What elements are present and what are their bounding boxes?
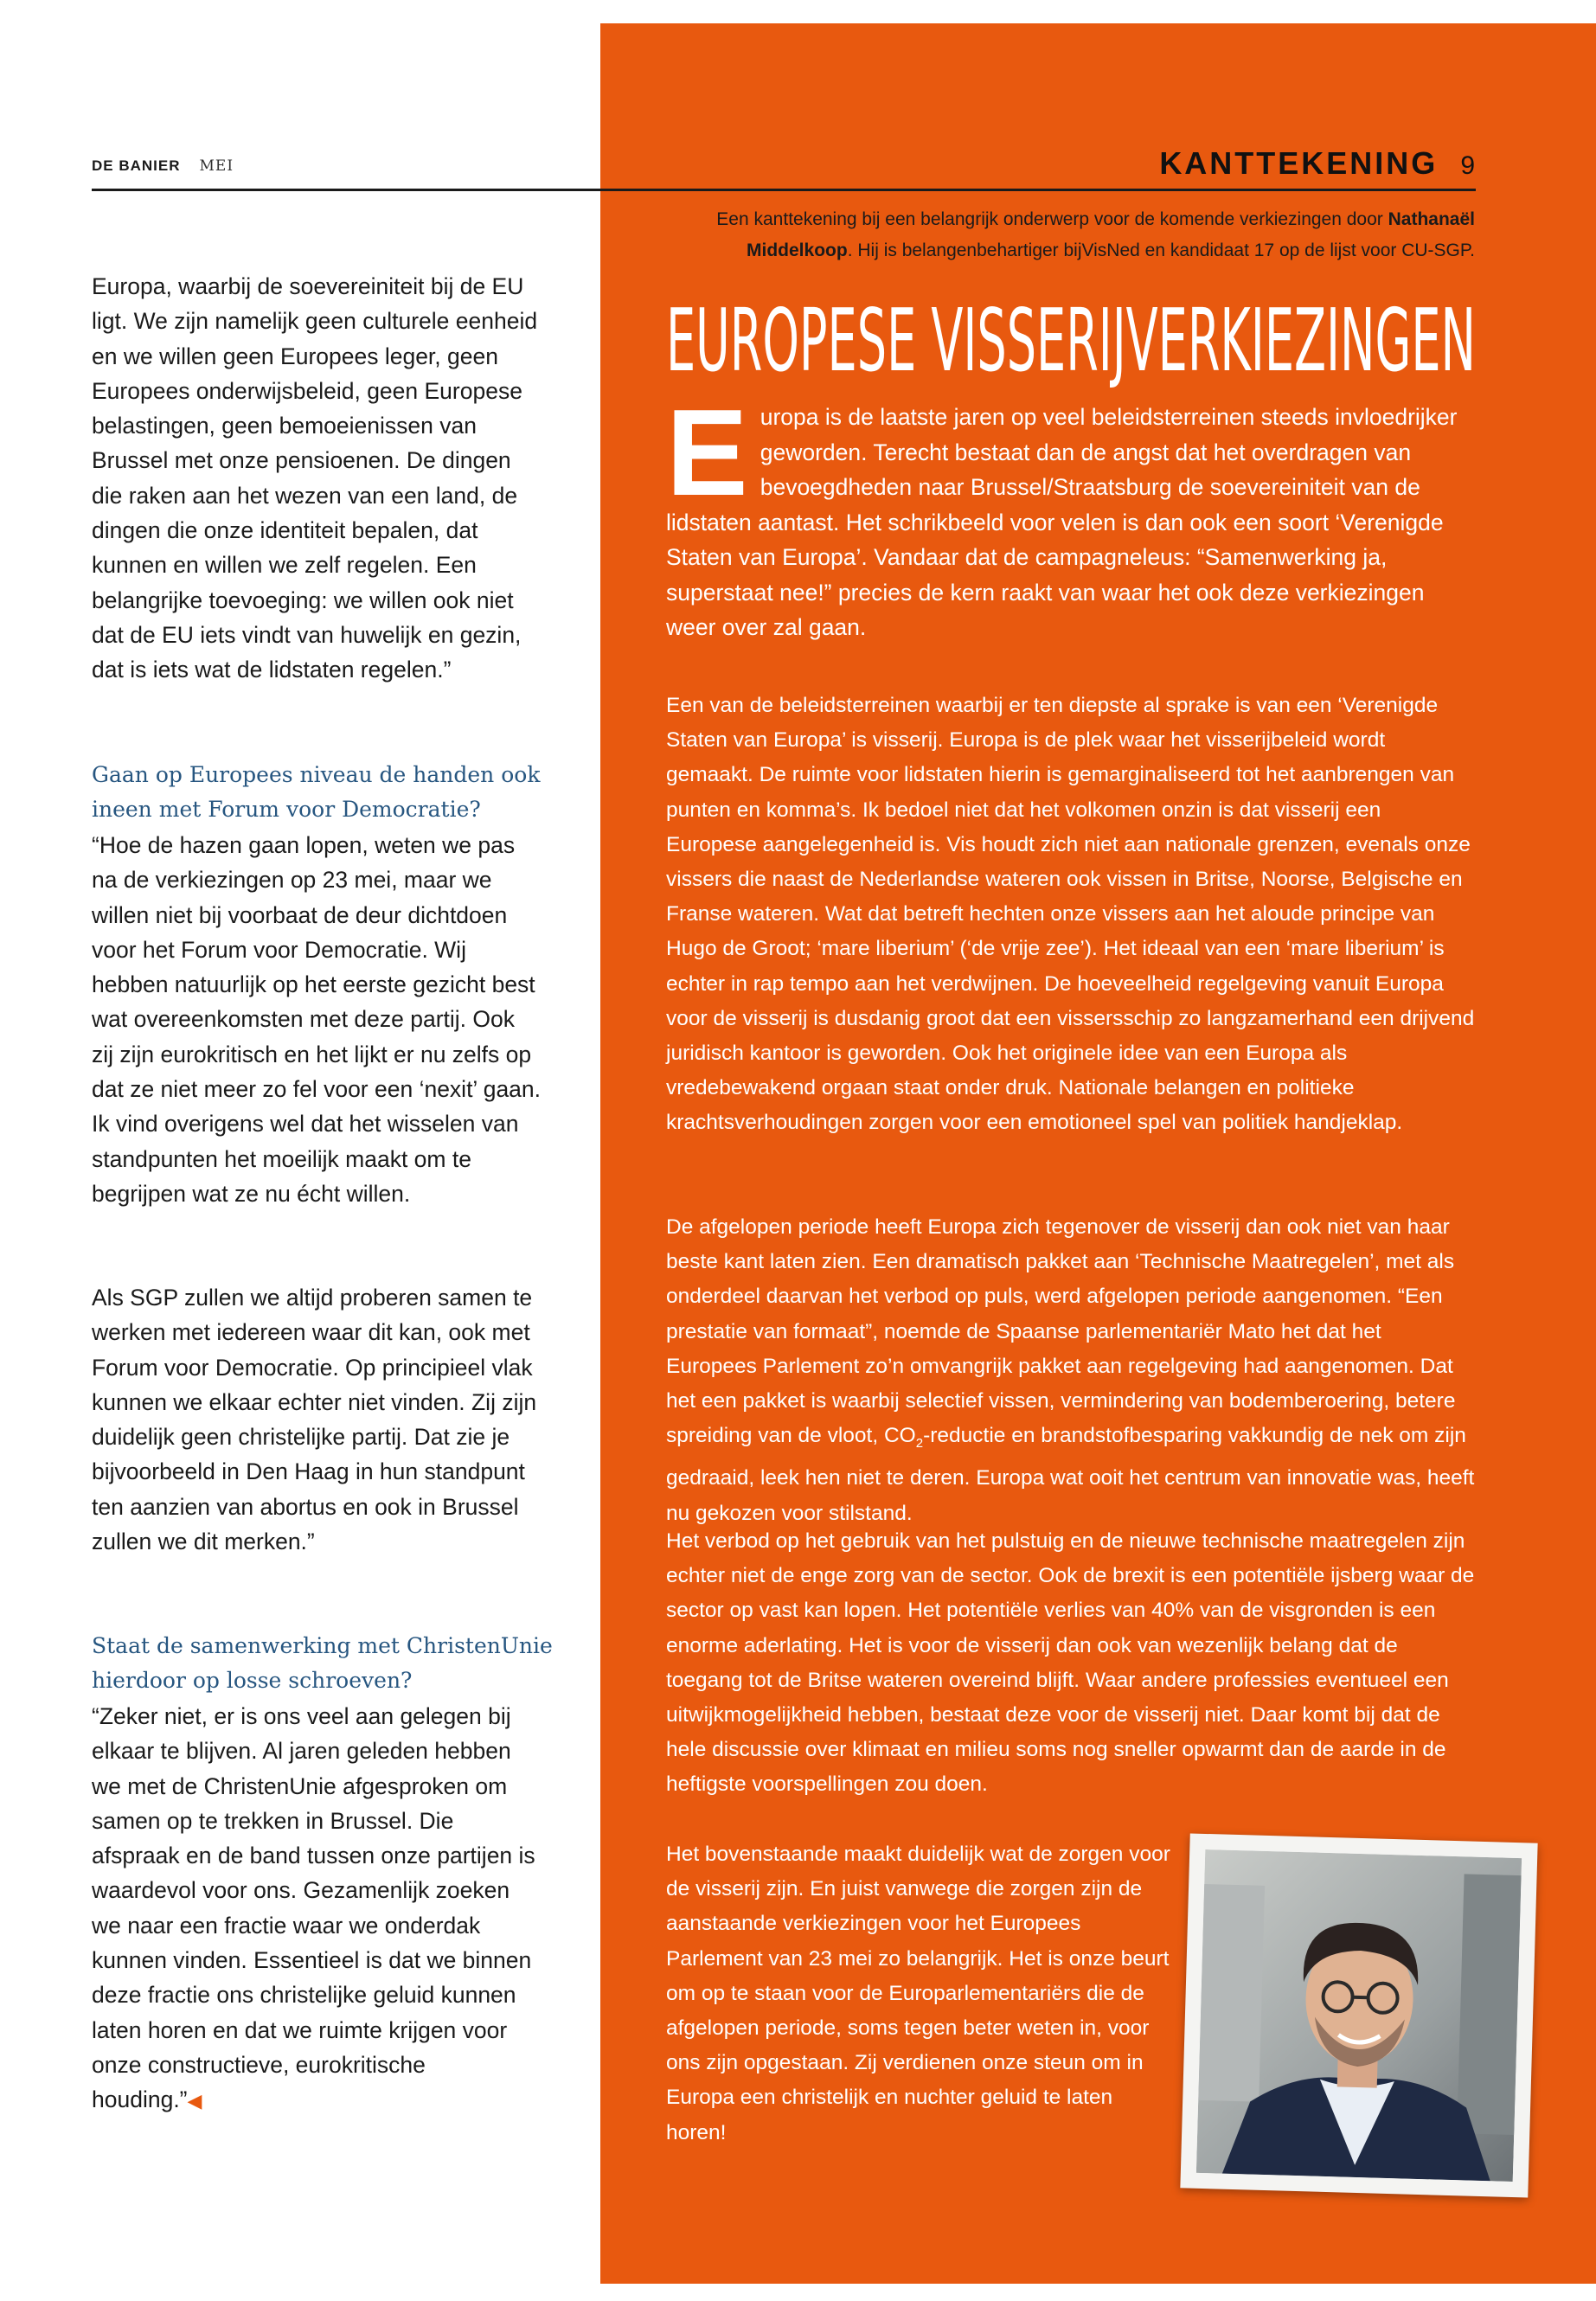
header-rule (92, 189, 1476, 191)
author-first-name: Nathanaël (1388, 209, 1475, 229)
answer-2 (92, 1699, 542, 2119)
publication-name: DE BANIER (92, 157, 181, 174)
section-title: KANTTEKENING (1159, 145, 1439, 181)
author-last-name: Middelkoop (747, 240, 848, 260)
intro-text-2: . Hij is belangenbehartiger bijVisNed en kandidaat 17 op de lijst voor CU-SGP. (847, 240, 1475, 260)
page-number: 9 (1460, 151, 1475, 180)
headline (666, 277, 1476, 389)
lead-paragraph (666, 384, 1476, 645)
body-paragraph-2 (666, 1210, 1476, 1531)
question-1: Gaan op Europees niveau de handen ook ineen met Forum voor Democratie? (92, 762, 541, 823)
body-paragraph-4: Het bovenstaande maakt duidelijk wat de zorgen voor de visserij zijn. En juist vanwege die zorgen zijn de aanstaande verkiezingen voor het Europees Parlement van 23 mei zo belangrijk. Het is onze beurt om op te staan voor de Europarlementariërs die de afgelopen periode, soms tegen beter weten in, voor ons zijn opgestaan. Zij verdienen onze steun om in Europa een christelijk en nuchter geluid te laten horen! (666, 1843, 1170, 2144)
running-header-right (1159, 145, 1475, 182)
answer-1: “Hoe de hazen gaan lopen, weten we pas na de verkiezingen op 23 mei, maar we willen niet bij voorbaat de deur dichtdoen voor het Forum voor Democratie. Wij hebben natuurlijk op het eerste gezicht best wat overeenkomsten met deze partij. Ook zij zijn eurokritisch en het lijkt er nu zelfs op dat ze niet meer zo fel voor een ‘nexit’ gaan. Ik vind overigens wel dat het wisselen van standpunten het moeilijk maakt om te begrijpen wat ze nu écht willen. (92, 832, 542, 1207)
subscript-2: 2 (915, 1436, 924, 1452)
lead-text: uropa is de laatste jaren op veel beleidsterreinen steeds invloedrijker geworden. Terecht bestaat dan de angst dat het overdragen van bevoegdheden naar Brussel/Straatsburg de soevereiniteit van de lidstaten aantast. Het schrikbeeld voor velen is dan ook een soort ‘Verenigde Staten van Europa’. Vandaar dat de campagneleus: “Samenwerking ja, superstaat nee!” precies de kern raakt van waar het ook deze verkiezingen weer over zal gaan. (666, 404, 1458, 640)
left-paragraph-1: Europa, waarbij de soevereiniteit bij de EU ligt. We zijn namelijk geen culturele eenheid en we willen geen Europees leger, geen Europees onderwijsbeleid, geen Europese belastingen, geen bemoeienissen van Brussel met onze pensioenen. De dingen die raken aan het wezen van een land, de dingen die onze identiteit bepalen, dat kunnen en willen we zelf regelen. Een belangrijke toevoeging: we willen ook niet dat de EU iets vindt van huwelijk en gezin, dat is iets wat de lidstaten regelen.” (92, 273, 538, 683)
portrait-illustration (1196, 1849, 1522, 2182)
running-header-left (92, 157, 234, 175)
article-intro (610, 204, 1475, 266)
question-2: Staat de samenwerking met ChristenUnie hierdoor op losse schroeven? (92, 1633, 553, 1694)
body-paragraph-2-text-b: -reductie en brandstofbesparing vakkundig de nek om zijn gedraaid, leek hen niet te deren. Europa wat ooit het centrum van innovatie was, heeft nu gekozen voor stilstand. (666, 1424, 1475, 1525)
issue-month: MEI (199, 157, 234, 175)
drop-cap: E (666, 384, 748, 522)
author-photo (1180, 1833, 1537, 2197)
end-mark-icon: ◀ (187, 2090, 202, 2112)
body-paragraph-1: Een van de beleidsterreinen waarbij er ten diepste al sprake is van een ‘Verenigde Staten van Europa’ is visserij. Europa is de plek waar het visserijbeleid wordt gemaakt. De ruimte voor lidstaten hierin is gemarginaliseerd tot het aanbrengen van punten en komma’s. Ik bedoel niet dat het volkomen onzin is dat visserij een Europese aangelegenheid is. Vis houdt zich niet aan nationale grenzen, evenals onze vissers die naast de Nederlandse wateren ook vissen in Britse, Noorse, Belgische en Franse wateren. Wat dat betreft hechten onze vissers aan het aloude principe van Hugo de Groot; ‘mare liberium’ (‘de vrije zee’). Het ideaal van een ‘mare liberium’ is echter in rap tempo aan het verdwijnen. De hoeveelheid regelgeving vanuit Europa voor de visserij is dusdanig groot dat een vissersschip zo langzamerhand een drijvend juridisch kantoor is geworden. Ook het originele idee van een Europa als vredebewakend orgaan staat onder druk. Nationale belangen en politieke krachtsverhoudingen zorgen voor een emotioneel spel van politiek handjeklap. (666, 694, 1475, 1135)
intro-text: Een kanttekening bij een belangrijk onderwerp voor de komende verkiezingen door (716, 209, 1388, 229)
headline-svg (666, 277, 1476, 389)
body-paragraph-2-text: De afgelopen periode heeft Europa zich tegenover de visserij dan ook niet van haar beste kant laten zien. Een dramatisch pakket aan ‘Technische Maatregelen’, met als onderdeel daarvan het verbod op puls, werd afgelopen periode aangenomen. “Een prestatie van formaat”, noemde de Spaanse parlementariër Mato het dat het Europees Parlement zo’n omvangrijk pakket aan regelgeving had aangenomen. Dat het een pakket is waarbij selectief vissen, vermindering van bodemberoering, betere spreiding van de vloot, CO (666, 1215, 1456, 1448)
answer-2-text: “Zeker niet, er is ons veel aan gelegen bij elkaar te blijven. Al jaren geleden hebben we met de ChristenUnie afgesproken om samen op te trekken in Brussel. Die afspraak en de band tussen onze partijen is waardevol voor ons. Gezamenlijk zoeken we naar een fractie waar we onderdak kunnen vinden. Essentieel is dat we binnen deze fractie ons christelijke geluid kunnen laten horen en dat we ruimte krijgen voor onze constructieve, eurokritische houding.” (92, 1703, 535, 2113)
left-paragraph-2: Als SGP zullen we altijd proberen samen te werken met iedereen waar dit kan, ook met Forum voor Democratie. Op principieel vlak kunnen we elkaar echter niet vinden. Zij zijn duidelijk geen christelijke partij. Dat zie je bijvoorbeeld in Den Haag in hun standpunt ten aanzien van abortus en ook in Brussel zullen we dit merken.” (92, 1285, 537, 1555)
headline-text: EUROPESE VISSERIJVERKIEZINGEN (666, 290, 1476, 389)
body-paragraph-3: Het verbod op het gebruik van het pulstuig en de nieuwe technische maatregelen zijn echter niet de enge zorg van de sector. Ook de brexit is een potentiële ijsberg waar de sector op vast kan lopen. Het potentiële verlies van 40% van de visgronden is een enorme aderlating. Het is voor de visserij dan ook van wezenlijk belang dat de toegang tot de Britse wateren overeind blijft. Waar andere professies eventueel een uitwijkmogelijkheid hebben, bestaat deze voor de visserij niet. Daar komt bij dat de hele discussie over klimaat en milieu soms nog sneller opwarmt dan de aarde in de heftigste voorspellingen zou doen. (666, 1529, 1475, 1797)
